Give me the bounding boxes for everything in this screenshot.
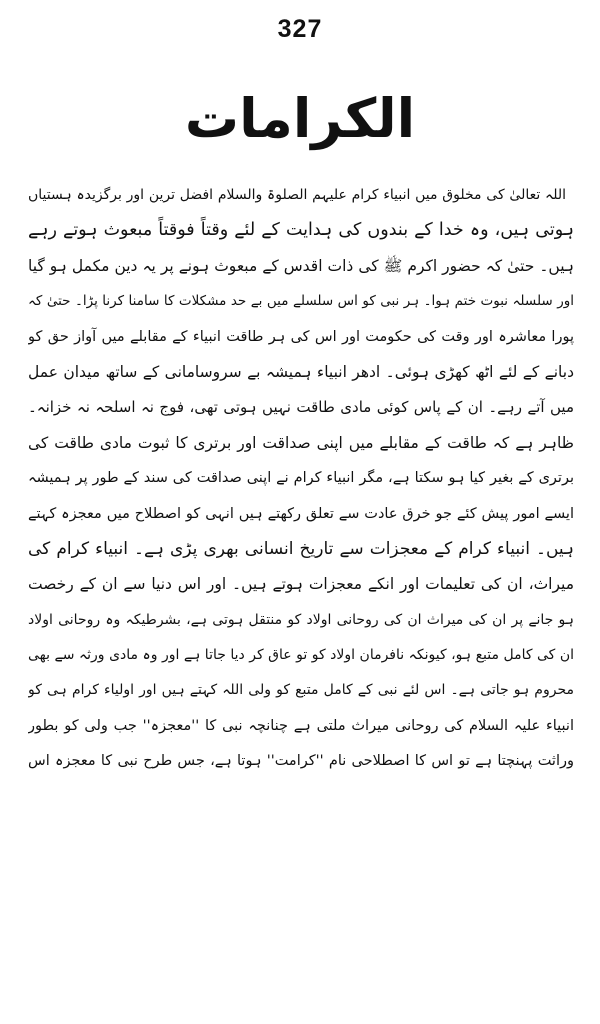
text-line: ہیں۔ حتیٰ کہ حضور اکرم ﷺ کی ذات اقدس کے مبعوث ہونے پر یہ دین مکمل ہو گیا bbox=[28, 256, 574, 275]
text-line: ایسے امور پیش کئے جو خرق عادت سے تعلق رکھتے ہیں انہی کو اصطلاح میں معجزہ کہتے bbox=[28, 505, 574, 522]
text-line: اور سلسلہ نبوت ختم ہوا۔ ہر نبی کو اس سلسلے میں بے حد مشکلات کا سامنا کرنا پڑا۔ حتیٰ کہ bbox=[28, 293, 574, 310]
text-line: انبیاء علیہ السلام کی روحانی میراث ملتی ہے چنانچہ نبی کا ''معجزہ'' جب ولی کو بطور bbox=[28, 717, 574, 734]
text-line: ہوتی ہیں، وہ خدا کے بندوں کی ہدایت کے لئے وقتاً فوقتاً مبعوث ہوتے رہے bbox=[28, 220, 574, 241]
text-line: وراثت پہنچتا ہے تو اس کا اصطلاحی نام ''کرامت'' ہوتا ہے، جس طرح نبی کا معجزہ اس bbox=[28, 753, 574, 770]
text-line: اللہ تعالیٰ کی مخلوق میں انبیاء کرام علیہم الصلوۃ والسلام افضل ترین اور برگزیدہ ہستیاں bbox=[28, 187, 566, 203]
text-line: ان کی کامل متبع ہو، کیونکہ نافرمان اولاد کو تو عاق کر دیا جاتا ہے اور وہ مادی ورثہ سے بھی bbox=[28, 647, 574, 664]
text-line: میں آتے رہے۔ ان کے پاس کوئی مادی طاقت نہیں ہوتی تھی، فوج نہ اسلحہ نہ خزانہ۔ bbox=[28, 398, 574, 417]
text-line: ہیں۔ انبیاء کرام کے معجزات سے تاریخ انسانی بھری پڑی ہے۔ انبیاء کرام کی bbox=[28, 538, 574, 559]
text-line: برتری کے بغیر کیا ہو سکتا ہے، مگر انبیاء کرام نے اپنی صداقت کی سند کے طور پر ہمیشہ bbox=[28, 470, 574, 487]
text-line: پورا معاشرہ اور وقت کی حکومت اور اس کی ہر طاقت انبیاء کے مقابلے میں آواز حق کو bbox=[28, 328, 574, 345]
text-line: ظاہر ہے کہ طاقت کے مقابلے میں اپنی صداقت اور برتری کا ثبوت مادی طاقت کی bbox=[28, 433, 574, 452]
text-line: محروم ہو جاتی ہے۔ اس لئے نبی کے کامل متبع کو ولی اللہ کہتے ہیں اور اولیاء کرام ہی کو bbox=[28, 682, 574, 699]
page-number: 327 bbox=[277, 15, 323, 43]
text-line: ہو جانے پر ان کی میراث ان کی روحانی اولاد کو منتقل ہوتی ہے، بشرطیکہ وہ روحانی اولاد bbox=[28, 611, 574, 628]
body-text bbox=[28, 178, 574, 780]
text-line: دبانے کے لئے اٹھ کھڑی ہوئی۔ ادھر انبیاء ہمیشہ بے سروسامانی کے ساتھ میدان عمل bbox=[28, 362, 574, 381]
chapter-title: الکرامات bbox=[184, 87, 416, 150]
text-line: میراث، ان کی تعلیمات اور انکے معجزات ہوتے ہیں۔ اور اس دنیا سے ان کے رخصت bbox=[28, 575, 574, 594]
